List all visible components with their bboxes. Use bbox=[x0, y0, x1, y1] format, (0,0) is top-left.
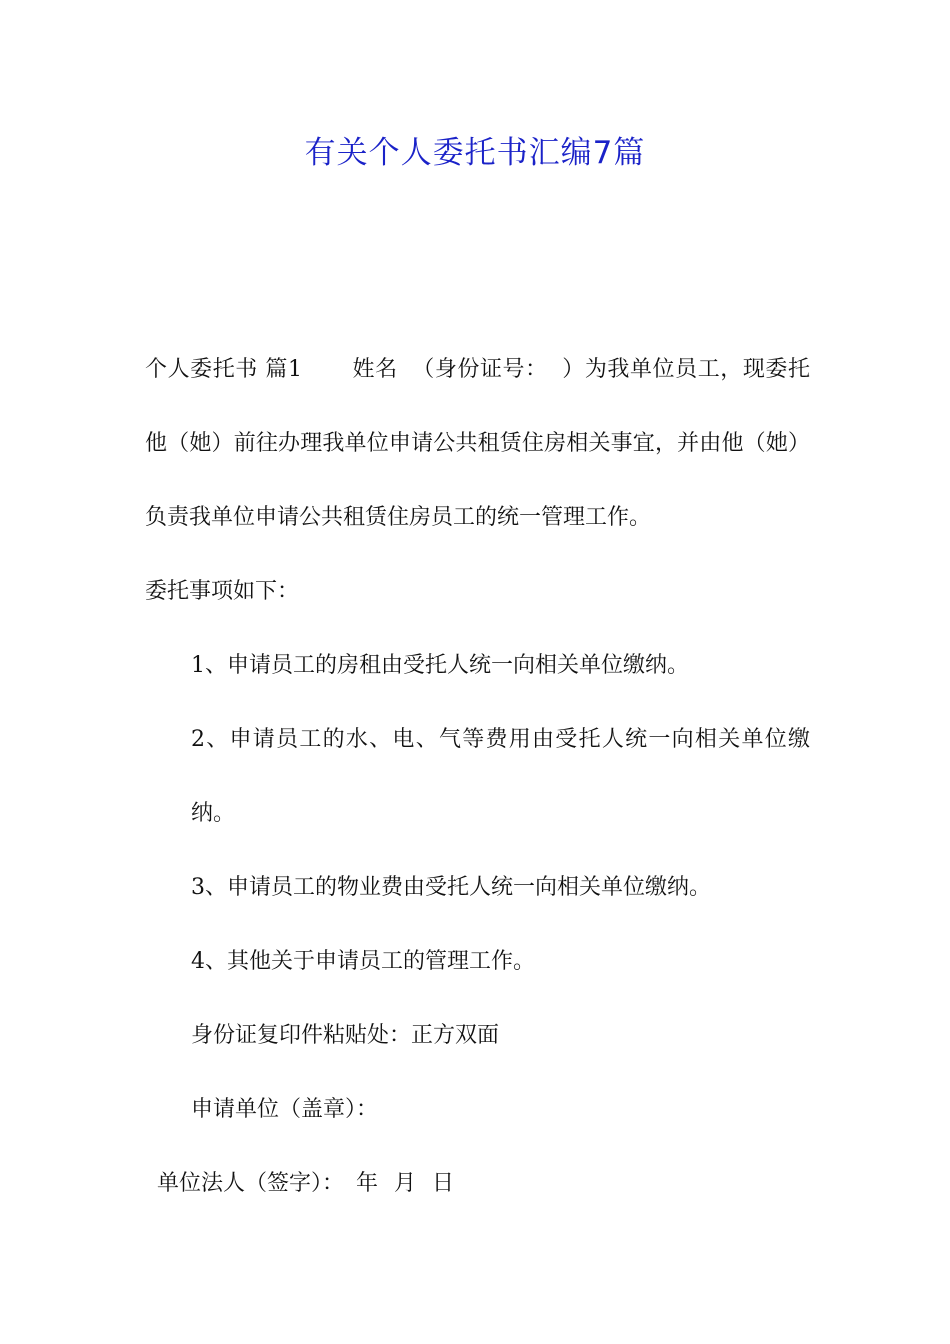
name-label: 姓名 bbox=[351, 357, 398, 382]
intro-paragraph bbox=[145, 333, 810, 555]
items-heading: 委托事项如下： bbox=[145, 579, 300, 604]
id-label: （身份证号： bbox=[411, 357, 548, 382]
document-title: 有关个人委托书汇编7篇 bbox=[304, 135, 646, 171]
legal-rep-line bbox=[145, 1147, 810, 1221]
list-item: 3、申请员工的物业费由受托人统一向相关单位缴纳。 bbox=[191, 875, 711, 900]
list-item: 4、其他关于申请员工的管理工作。 bbox=[191, 949, 535, 974]
list-item: 2、申请员工的水、电、气等费用由受托人统一向相关单位缴纳。 bbox=[191, 727, 810, 826]
list-item: 1、申请员工的房租由受托人统一向相关单位缴纳。 bbox=[191, 653, 689, 678]
applicant-line: 申请单位（盖章）： bbox=[191, 1097, 379, 1122]
date-month: 月 bbox=[394, 1171, 417, 1196]
legal-rep-label: 单位法人（签字）： bbox=[157, 1171, 345, 1196]
section-heading: 个人委托书 篇1 bbox=[145, 357, 302, 382]
date-year: 年 bbox=[356, 1171, 379, 1196]
id-copy-line: 身份证复印件粘贴处：正方双面 bbox=[191, 1023, 500, 1048]
document-body bbox=[145, 333, 810, 1221]
intro-text: ）为我单位员工，现委托他（她）前往办理我单位申请公共租赁住房相关事宜，并由他（她）负责我单位申请公共租赁住房员工的统一管理工作。 bbox=[145, 357, 810, 530]
date-day: 日 bbox=[432, 1171, 455, 1196]
